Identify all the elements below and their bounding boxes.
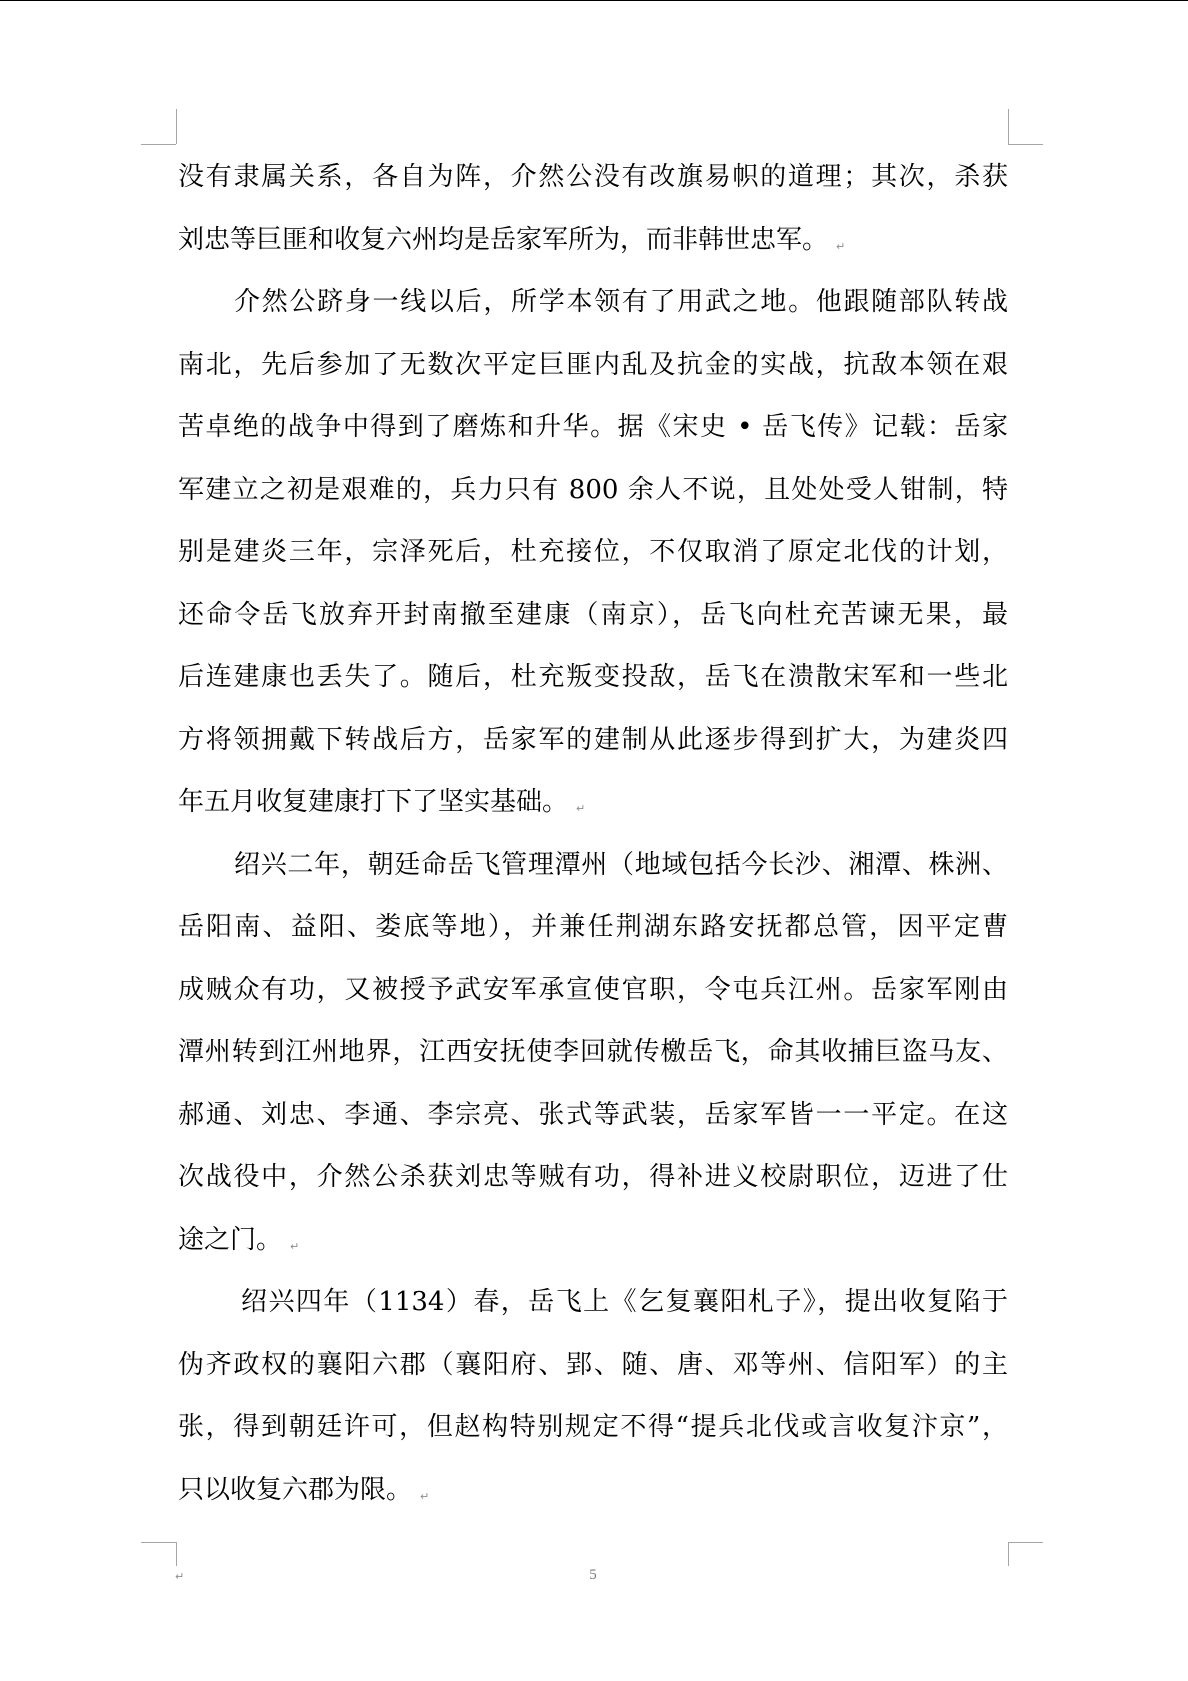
text-line xyxy=(178,834,1008,897)
paragraph-mark-icon: ↵ xyxy=(290,1239,300,1253)
line-text: 只以收复六郡为限。 xyxy=(178,1474,413,1505)
paragraph-mark-icon: ↵ xyxy=(576,802,586,815)
crop-mark-bottom-right-horizontal xyxy=(1008,1542,1043,1543)
line-text: 成贼众有功，又被授予武安军承宣使官职，令屯兵江州。岳家军刚由 xyxy=(178,974,1008,1005)
line-text: 方将领拥戴下转战后方，岳家军的建制从此逐步得到扩大，为建炎四 xyxy=(178,724,1008,755)
crop-mark-top-left-horizontal xyxy=(141,144,176,145)
text-line xyxy=(178,459,1008,522)
text-line xyxy=(178,1396,1008,1459)
crop-mark-top-right-horizontal xyxy=(1008,144,1043,145)
line-text: 潭州转到江州地界，江西安抚使李回就传檄岳飞，命其收捕巨盗马友、 xyxy=(178,1037,1008,1067)
text-line xyxy=(178,334,1008,397)
line-text: 军建立之初是艰难的，兵力只有 800 余人不说，且处处受人钳制，特 xyxy=(178,474,1008,505)
line-text: 别是建炎三年，宗泽死后，杜充接位，不仅取消了原定北伐的计划， xyxy=(178,537,1008,567)
line-text: 绍兴二年，朝廷命岳飞管理潭州（地域包括今长沙、湘潭、株洲、 xyxy=(234,849,1008,880)
line-text: 伪齐政权的襄阳六郡（襄阳府、郢、随、唐、邓等州、信阳军）的主 xyxy=(178,1349,1008,1380)
line-text: 郝通、刘忠、李通、李宗亮、张式等武装，岳家军皆一一平定。在这 xyxy=(178,1099,1008,1130)
crop-mark-bottom-right-vertical xyxy=(1008,1542,1009,1566)
line-text: 苦卓绝的战争中得到了磨炼和升华。据《宋史 • 岳飞传》记载：岳家 xyxy=(178,412,1008,442)
line-text: 没有隶属关系，各自为阵，介然公没有改旗易帜的道理；其次，杀获 xyxy=(178,162,1008,192)
text-line xyxy=(178,959,1008,1022)
text-line xyxy=(178,584,1008,647)
text-line xyxy=(178,896,1008,959)
paragraph-2[interactable] xyxy=(178,271,1008,834)
text-line xyxy=(178,1334,1008,1397)
text-line xyxy=(178,209,1008,272)
line-text: 张，得到朝廷许可，但赵构特别规定不得“提兵北伐或言收复汴京”， xyxy=(178,1412,1008,1442)
crop-mark-top-left-vertical xyxy=(176,109,177,144)
line-text: 绍兴四年（1134）春，岳飞上《乞复襄阳札子》，提出收复陷于 xyxy=(241,1287,1008,1317)
text-line xyxy=(178,1021,1008,1084)
line-text: 途之门。 xyxy=(178,1224,283,1255)
line-text: 次战役中，介然公杀获刘忠等贼有功，得补进义校尉职位，迈进了仕 xyxy=(178,1162,1008,1192)
paragraph-4[interactable] xyxy=(178,1271,1008,1521)
text-line xyxy=(178,396,1008,459)
text-line xyxy=(178,271,1008,334)
text-line xyxy=(178,709,1008,772)
page-top-edge xyxy=(0,0,1188,1)
paragraph-mark-icon: ↵ xyxy=(420,1489,430,1503)
page-number: 5 xyxy=(589,1567,597,1583)
text-line xyxy=(178,1459,1008,1522)
text-line xyxy=(178,146,1008,209)
line-text: 还命令岳飞放弃开封南撤至建康（南京），岳飞向杜充苦谏无果，最 xyxy=(178,599,1008,630)
text-line xyxy=(178,521,1008,584)
crop-mark-bottom-left-horizontal xyxy=(141,1542,176,1543)
line-text: 南北，先后参加了无数次平定巨匪内乱及抗金的实战，抗敌本领在艰 xyxy=(178,349,1008,380)
text-line xyxy=(178,1146,1008,1209)
line-text: 后连建康也丢失了。随后，杜充叛变投敌，岳飞在溃散宋军和一些北 xyxy=(178,662,1008,692)
footer-paragraph-mark-icon: ↵ xyxy=(175,1570,185,1583)
line-text: 刘忠等巨匪和收复六州均是岳家军所为，而非韩世忠军。 xyxy=(178,224,829,255)
text-line xyxy=(178,1084,1008,1147)
paragraph-1[interactable] xyxy=(178,146,1008,271)
line-text: 岳阳南、益阳、娄底等地），并兼任荆湖东路安抚都总管，因平定曹 xyxy=(178,912,1008,942)
line-text: 介然公跻身一线以后，所学本领有了用武之地。他跟随部队转战 xyxy=(234,287,1008,317)
text-line xyxy=(178,1271,1008,1334)
text-line xyxy=(178,771,1008,834)
document-body[interactable] xyxy=(178,146,1008,1521)
line-text: 年五月收复建康打下了坚实基础。 xyxy=(178,787,569,817)
paragraph-mark-icon: ↵ xyxy=(836,239,846,253)
paragraph-3[interactable] xyxy=(178,834,1008,1272)
crop-mark-bottom-left-vertical xyxy=(176,1542,177,1566)
crop-mark-top-right-vertical xyxy=(1008,109,1009,144)
text-line xyxy=(178,646,1008,709)
text-line xyxy=(178,1209,1008,1272)
